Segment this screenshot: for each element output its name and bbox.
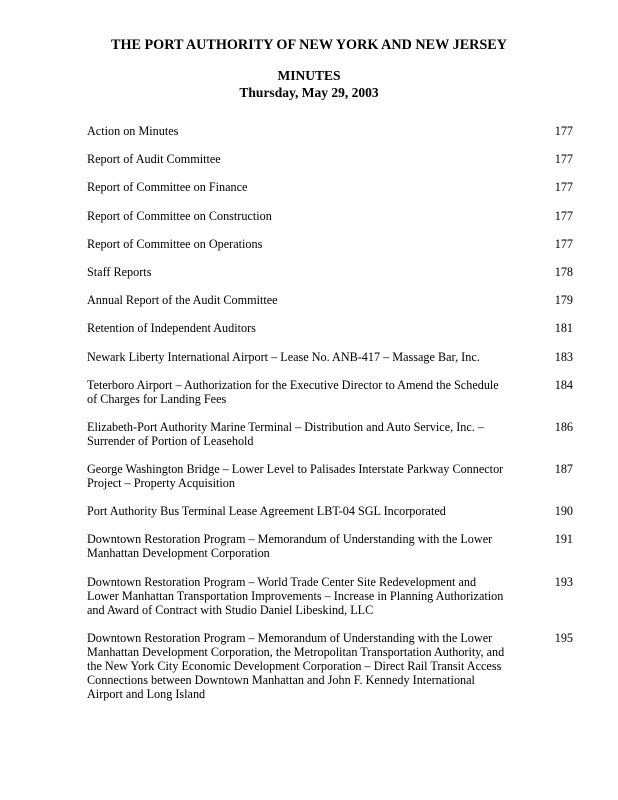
toc-row xyxy=(87,420,573,448)
toc-row xyxy=(87,350,573,364)
toc-row xyxy=(87,532,573,560)
toc-entry-title: Staff Reports xyxy=(87,264,152,279)
toc-entry-title: George Washington Bridge – Lower Level to Palisades Interstate Parkway Connector Project – Property Acquisition xyxy=(87,462,504,491)
toc-entry-page: 178 xyxy=(554,264,573,279)
toc-entry-page: 177 xyxy=(554,152,573,167)
toc-entry-title: Newark Liberty International Airport – Lease No. ANB-417 – Massage Bar, Inc. xyxy=(87,349,480,364)
toc-row xyxy=(87,124,573,138)
toc-entry-page: 193 xyxy=(554,574,573,589)
toc-row xyxy=(87,152,573,166)
toc-row xyxy=(87,631,573,701)
toc-entry-title: Retention of Independent Auditors xyxy=(87,321,256,336)
toc-entry-page: 184 xyxy=(554,377,573,392)
toc-entry-title: Elizabeth-Port Authority Marine Terminal – Distribution and Auto Service, Inc. – Surrender of Portion of Leasehold xyxy=(87,419,484,448)
toc-entry-page: 177 xyxy=(554,180,573,195)
toc-row xyxy=(87,575,573,617)
toc-entry-title: Report of Audit Committee xyxy=(87,152,221,167)
toc-entry-page: 177 xyxy=(554,236,573,251)
toc-row xyxy=(87,378,573,406)
table-of-contents xyxy=(87,124,573,715)
toc-entry-page: 179 xyxy=(554,293,573,308)
meeting-date: Thursday, May 29, 2003 xyxy=(239,85,379,100)
toc-entry-title: Action on Minutes xyxy=(87,124,179,138)
toc-row xyxy=(87,293,573,307)
toc-entry-page: 183 xyxy=(554,349,573,364)
toc-entry-page: 177 xyxy=(554,208,573,223)
toc-row xyxy=(87,180,573,194)
toc-entry-title: Port Authority Bus Terminal Lease Agreement LBT-04 SGL Incorporated xyxy=(87,504,446,519)
toc-entry-page: 181 xyxy=(554,321,573,336)
toc-row xyxy=(87,209,573,223)
toc-entry-page: 195 xyxy=(554,630,573,645)
toc-entry-title: Annual Report of the Audit Committee xyxy=(87,293,278,308)
toc-row xyxy=(87,504,573,518)
toc-row xyxy=(87,237,573,251)
toc-entry-page: 191 xyxy=(554,532,573,547)
toc-entry-title: Report of Committee on Construction xyxy=(87,208,272,223)
toc-entry-title: Downtown Restoration Program – World Trade Center Site Redevelopment and Lower Manhattan Transportation Improvements – Increase in Planning Authorization and Award of Contract with Studio Daniel Libeskind, LLC xyxy=(87,574,504,617)
document-type-heading: MINUTES xyxy=(277,68,341,83)
organization-title: THE PORT AUTHORITY OF NEW YORK AND NEW JERSEY xyxy=(110,37,508,53)
toc-entry-page: 187 xyxy=(554,462,573,477)
toc-entry-title: Report of Committee on Operations xyxy=(87,236,263,251)
toc-row xyxy=(87,265,573,279)
toc-entry-page: 186 xyxy=(554,419,573,434)
toc-entry-title: Downtown Restoration Program – Memorandum of Understanding with the Lower Manhattan Development Corporation xyxy=(87,532,493,561)
toc-row xyxy=(87,321,573,335)
toc-entry-title: Teterboro Airport – Authorization for the Executive Director to Amend the Schedule of Charges for Landing Fees xyxy=(87,377,499,406)
toc-entry-title: Downtown Restoration Program – Memorandum of Understanding with the Lower Manhattan Development Corporation, the Metropolitan Transportation Authority, and the New York City Economic Development Corporation – Direct Rail Transit Access Connections between Downtown Manhattan and John F. Kennedy International Airport and Long Island xyxy=(87,630,505,701)
toc-entry-page: 190 xyxy=(554,504,573,519)
toc-entry-page: 177 xyxy=(554,124,573,138)
toc-row xyxy=(87,462,573,490)
toc-entry-title: Report of Committee on Finance xyxy=(87,180,248,195)
